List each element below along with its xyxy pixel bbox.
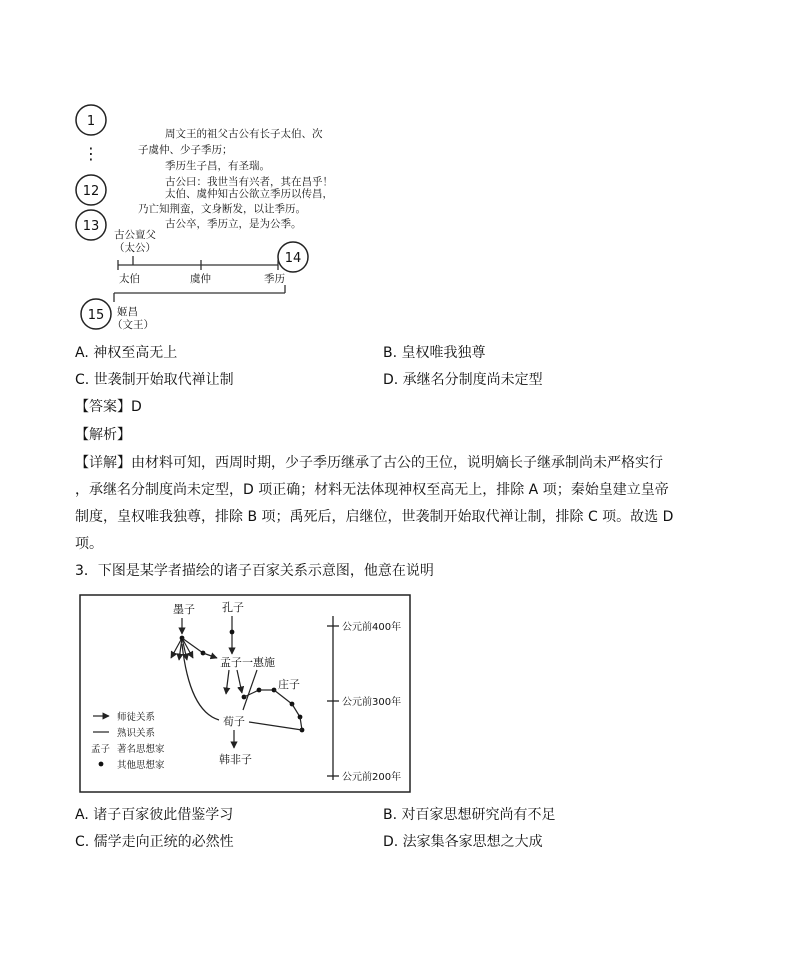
- legend-famous: 著名思想家: [117, 744, 165, 755]
- generation-label-13: 13: [82, 219, 100, 234]
- q2-detail-line-1: 【详解】由材料可知，西周时期，少子季历继承了古公的王位，说明嫡长子继承制尚未严格实行: [75, 455, 663, 471]
- q3-option-c[interactable]: C. 儒学走向正统的必然性: [75, 834, 234, 850]
- legend-teacher: 师徒关系: [117, 712, 156, 723]
- timeline-label-200: 公元前200年: [342, 772, 402, 783]
- q3-option-a[interactable]: A. 诸子百家彼此借鉴学习: [75, 807, 234, 823]
- q2-option-d[interactable]: D. 承继名分制度尚未定型: [383, 372, 543, 388]
- q2-detail-line-4: 项。: [75, 536, 103, 552]
- tree-ancestor: 古公亶父: [114, 229, 156, 241]
- generation-ellipsis: ⋮: [83, 144, 99, 163]
- q2-option-b[interactable]: B. 皇权唯我独尊: [383, 345, 486, 361]
- tree-son-jili: 季历: [264, 273, 285, 285]
- lineage-figure: [70, 100, 370, 335]
- tree-grandson: 姬昌: [117, 306, 138, 318]
- thinker-xunzi: 荀子: [223, 715, 245, 728]
- generation-label-14: 14: [284, 251, 302, 266]
- q2-detail-line-2: ，承继名分制度尚未定型，D 项正确；材料无法体现神权至高无上，排除 A 项；秦始皇建立皇帝: [75, 482, 669, 498]
- passage-line-2: 子虞仲、少子季历；: [138, 144, 233, 156]
- generation-label-1: 1: [86, 114, 96, 129]
- q2-detail-line-3: 制度，皇权唯我独尊，排除 B 项；禹死后，启继位，世袭制开始取代禅让制，排除 C 项。故选 D: [75, 509, 674, 525]
- passage-line-7: 古公卒，季历立，是为公季。: [165, 218, 302, 230]
- passage-line-3: 季历生子昌，有圣瑞。: [165, 160, 270, 172]
- q2-answer: 【答案】D: [75, 399, 142, 415]
- legend-dot-icon: [99, 762, 104, 767]
- legend-famous-sample: 孟子: [91, 744, 111, 755]
- q3-stem: 3．下图是某学者描绘的诸子百家关系示意图，他意在说明: [75, 563, 434, 579]
- schools-relationship-diagram: [79, 594, 411, 793]
- q3-option-b[interactable]: B. 对百家思想研究尚有不足: [383, 807, 556, 823]
- tree-ancestor-note: （太公）: [114, 242, 156, 254]
- passage-line-5: 太伯、虞仲知古公欲立季历以传昌，: [165, 188, 333, 200]
- thinker-mengzi: 孟子: [220, 656, 242, 669]
- thinker-huishi: 一惠施: [242, 656, 275, 669]
- thinker-zhuangzi: 庄子: [278, 678, 300, 691]
- passage-line-1: 周文王的祖父古公有长子太伯、次: [165, 128, 323, 140]
- passage-line-4: 古公曰：我世当有兴者，其在昌乎！: [165, 176, 333, 188]
- q3-option-d[interactable]: D. 法家集各家思想之大成: [383, 834, 543, 850]
- tree-grandson-note: （文王）: [112, 319, 154, 331]
- generation-label-12: 12: [82, 184, 100, 199]
- thinker-hanfeizi: 韩非子: [219, 753, 252, 766]
- tree-son-yuzhong: 虞仲: [190, 273, 211, 285]
- q2-analysis-label: 【解析】: [75, 427, 131, 443]
- legend-other: 其他思想家: [117, 760, 165, 771]
- timeline-label-400: 公元前400年: [342, 622, 402, 633]
- legend-acquaint: 熟识关系: [117, 728, 156, 739]
- q2-option-c[interactable]: C. 世袭制开始取代禅让制: [75, 372, 234, 388]
- thinker-mozi: 墨子: [173, 603, 195, 616]
- tree-son-taibo: 太伯: [119, 273, 140, 285]
- passage-line-6: 乃亡知荆蛮，文身断发，以让季历。: [138, 203, 306, 215]
- q2-option-a[interactable]: A. 神权至高无上: [75, 345, 178, 361]
- generation-label-15: 15: [87, 308, 105, 323]
- timeline-label-300: 公元前300年: [342, 697, 402, 708]
- other-thinker-dot: [230, 630, 235, 635]
- thinker-kongzi: 孔子: [222, 601, 244, 614]
